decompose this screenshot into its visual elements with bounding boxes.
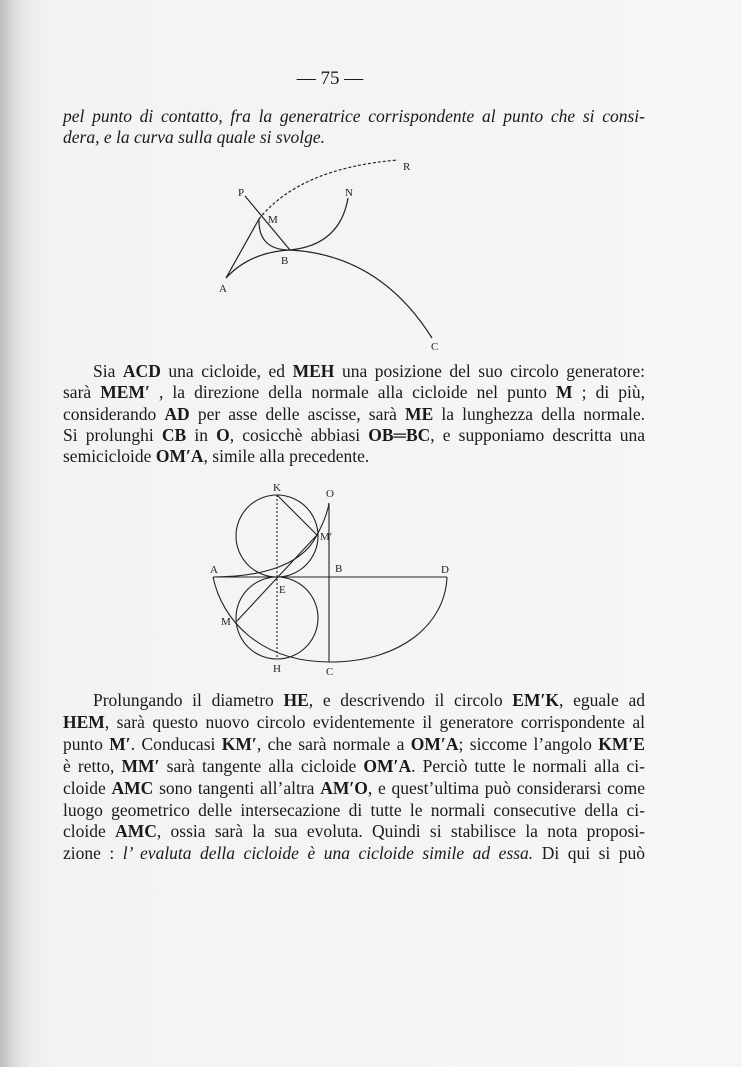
bold-label: OM′A	[363, 755, 412, 776]
text-line	[93, 361, 645, 381]
label-n: N	[345, 187, 353, 199]
dashed-curve-m-r	[259, 160, 398, 219]
text-line	[63, 843, 645, 863]
text-run: pel punto di contatto, fra la generatrice corrispondente al punto che si consi-	[63, 106, 645, 126]
text-line	[63, 756, 645, 776]
text-run: , la direzione della normale alla cicloide nel punto	[149, 382, 557, 403]
text-run: . Conducasi	[130, 733, 222, 754]
label-m: M	[268, 214, 278, 226]
bold-label: M′	[109, 733, 131, 754]
label-e: E	[279, 584, 286, 596]
bold-label: HE	[283, 690, 309, 710]
label-b: B	[281, 255, 289, 267]
label-h: H	[273, 663, 281, 675]
bold-label: EM′K	[512, 690, 560, 710]
text-line	[63, 821, 645, 841]
label-c: C	[431, 341, 439, 353]
label-a: A	[219, 283, 227, 295]
label-d: D	[441, 564, 449, 576]
text-run: , e supponiamo descritta una	[430, 424, 645, 445]
text-line	[63, 446, 645, 466]
text-run: cloide	[63, 821, 116, 842]
bold-label: AM′O	[320, 777, 368, 798]
text-run: ; di più,	[572, 382, 645, 403]
text-line	[63, 425, 645, 445]
text-line	[63, 382, 645, 402]
text-run: sarà	[63, 382, 101, 403]
text-line	[63, 404, 645, 424]
label-m2: M	[221, 616, 231, 628]
bold-label: ME	[405, 403, 434, 424]
text-run: punto	[63, 733, 110, 754]
label-a2: A	[210, 564, 218, 576]
bold-label: AD	[164, 403, 190, 424]
text-run: , e descrivendo il circolo	[308, 690, 513, 710]
bold-label: AMC	[111, 777, 154, 798]
text-run: una cicloide, ed	[160, 361, 293, 381]
text-run: Di qui si può	[533, 843, 645, 864]
bold-label: KM′E	[598, 733, 645, 754]
text-run: cloide	[63, 777, 112, 798]
lower-generating-circle	[236, 577, 318, 659]
text-line	[63, 712, 645, 732]
text-run: considerando	[63, 403, 165, 424]
text-run: zione :	[63, 843, 123, 864]
bold-label: OM′A	[410, 733, 459, 754]
text-run: è retto,	[63, 755, 122, 776]
label-p: P	[238, 187, 245, 199]
curve-b-n	[290, 198, 348, 250]
label-o: O	[326, 488, 334, 500]
text-run: , cosicchè abbiasi	[229, 424, 369, 445]
text-run: dera, e la curva sulla quale si svolge.	[63, 127, 325, 147]
text-run: , ossia sarà la sua evoluta. Quindi si stabilisce la nota proposi-	[156, 821, 645, 842]
bold-label: O	[216, 424, 230, 445]
text-run: la lunghezza della normale.	[433, 403, 645, 424]
text-run: , eguale ad	[559, 690, 645, 710]
bold-label: MM′	[121, 755, 160, 776]
bold-label: MEM′	[100, 382, 150, 403]
text-run: . Perciò tutte le normali alla ci-	[411, 755, 645, 776]
text-run: sono tangenti all’altra	[153, 777, 321, 798]
text-run: , simile alla precedente.	[203, 446, 370, 467]
text-run: , che sarà normale a	[256, 733, 411, 754]
label-b2: B	[335, 563, 343, 575]
line-k-m1	[277, 495, 317, 535]
bold-label: KM′	[221, 733, 257, 754]
label-k: K	[273, 482, 281, 494]
text-run: sarà tangente alla cicloide	[159, 755, 364, 776]
bold-label: OB═BC	[368, 424, 431, 445]
page-number: — 75 —	[296, 68, 364, 89]
text-run: , e quest’ultima può considerarsi come	[367, 777, 645, 798]
label-c2: C	[326, 666, 334, 678]
text-run: l’ evaluta della cicloide è una cicloide simile ad essa.	[122, 843, 534, 864]
text-run: , sarà questo nuovo circolo evidentemente il generatore corrispondente al	[104, 711, 645, 732]
text-line	[63, 800, 645, 820]
bold-label: ACD	[122, 361, 161, 381]
text-run: Sia	[93, 361, 123, 381]
line-a-m	[226, 219, 259, 278]
label-m-prime: M′	[320, 531, 333, 543]
bold-label: OM′A	[155, 446, 204, 467]
text-run: Si prolunghi	[63, 424, 162, 445]
bold-label: HEM	[63, 711, 105, 732]
text-run: una posizione del suo circolo generatore:	[334, 361, 645, 381]
cycloid-a-c-d	[213, 577, 447, 662]
text-run: per asse delle ascisse, sarà	[189, 403, 406, 424]
bold-label: AMC	[115, 821, 157, 842]
text-line	[93, 690, 645, 710]
text-run: in	[186, 424, 217, 445]
bold-label: CB	[161, 424, 187, 445]
text-run: semicicloide	[63, 446, 156, 467]
text-line	[63, 778, 645, 798]
text-line	[63, 734, 645, 754]
text-run: Prolungando il diametro	[93, 690, 284, 710]
text-run: luogo geometrico delle intersecazione di tutte le normali consecutive della ci-	[63, 799, 645, 820]
text-run: ; siccome l’angolo	[458, 733, 599, 754]
bold-label: MEH	[292, 361, 335, 381]
bold-label: M	[556, 382, 573, 403]
label-r: R	[403, 161, 411, 173]
curve-b-c	[290, 250, 432, 338]
